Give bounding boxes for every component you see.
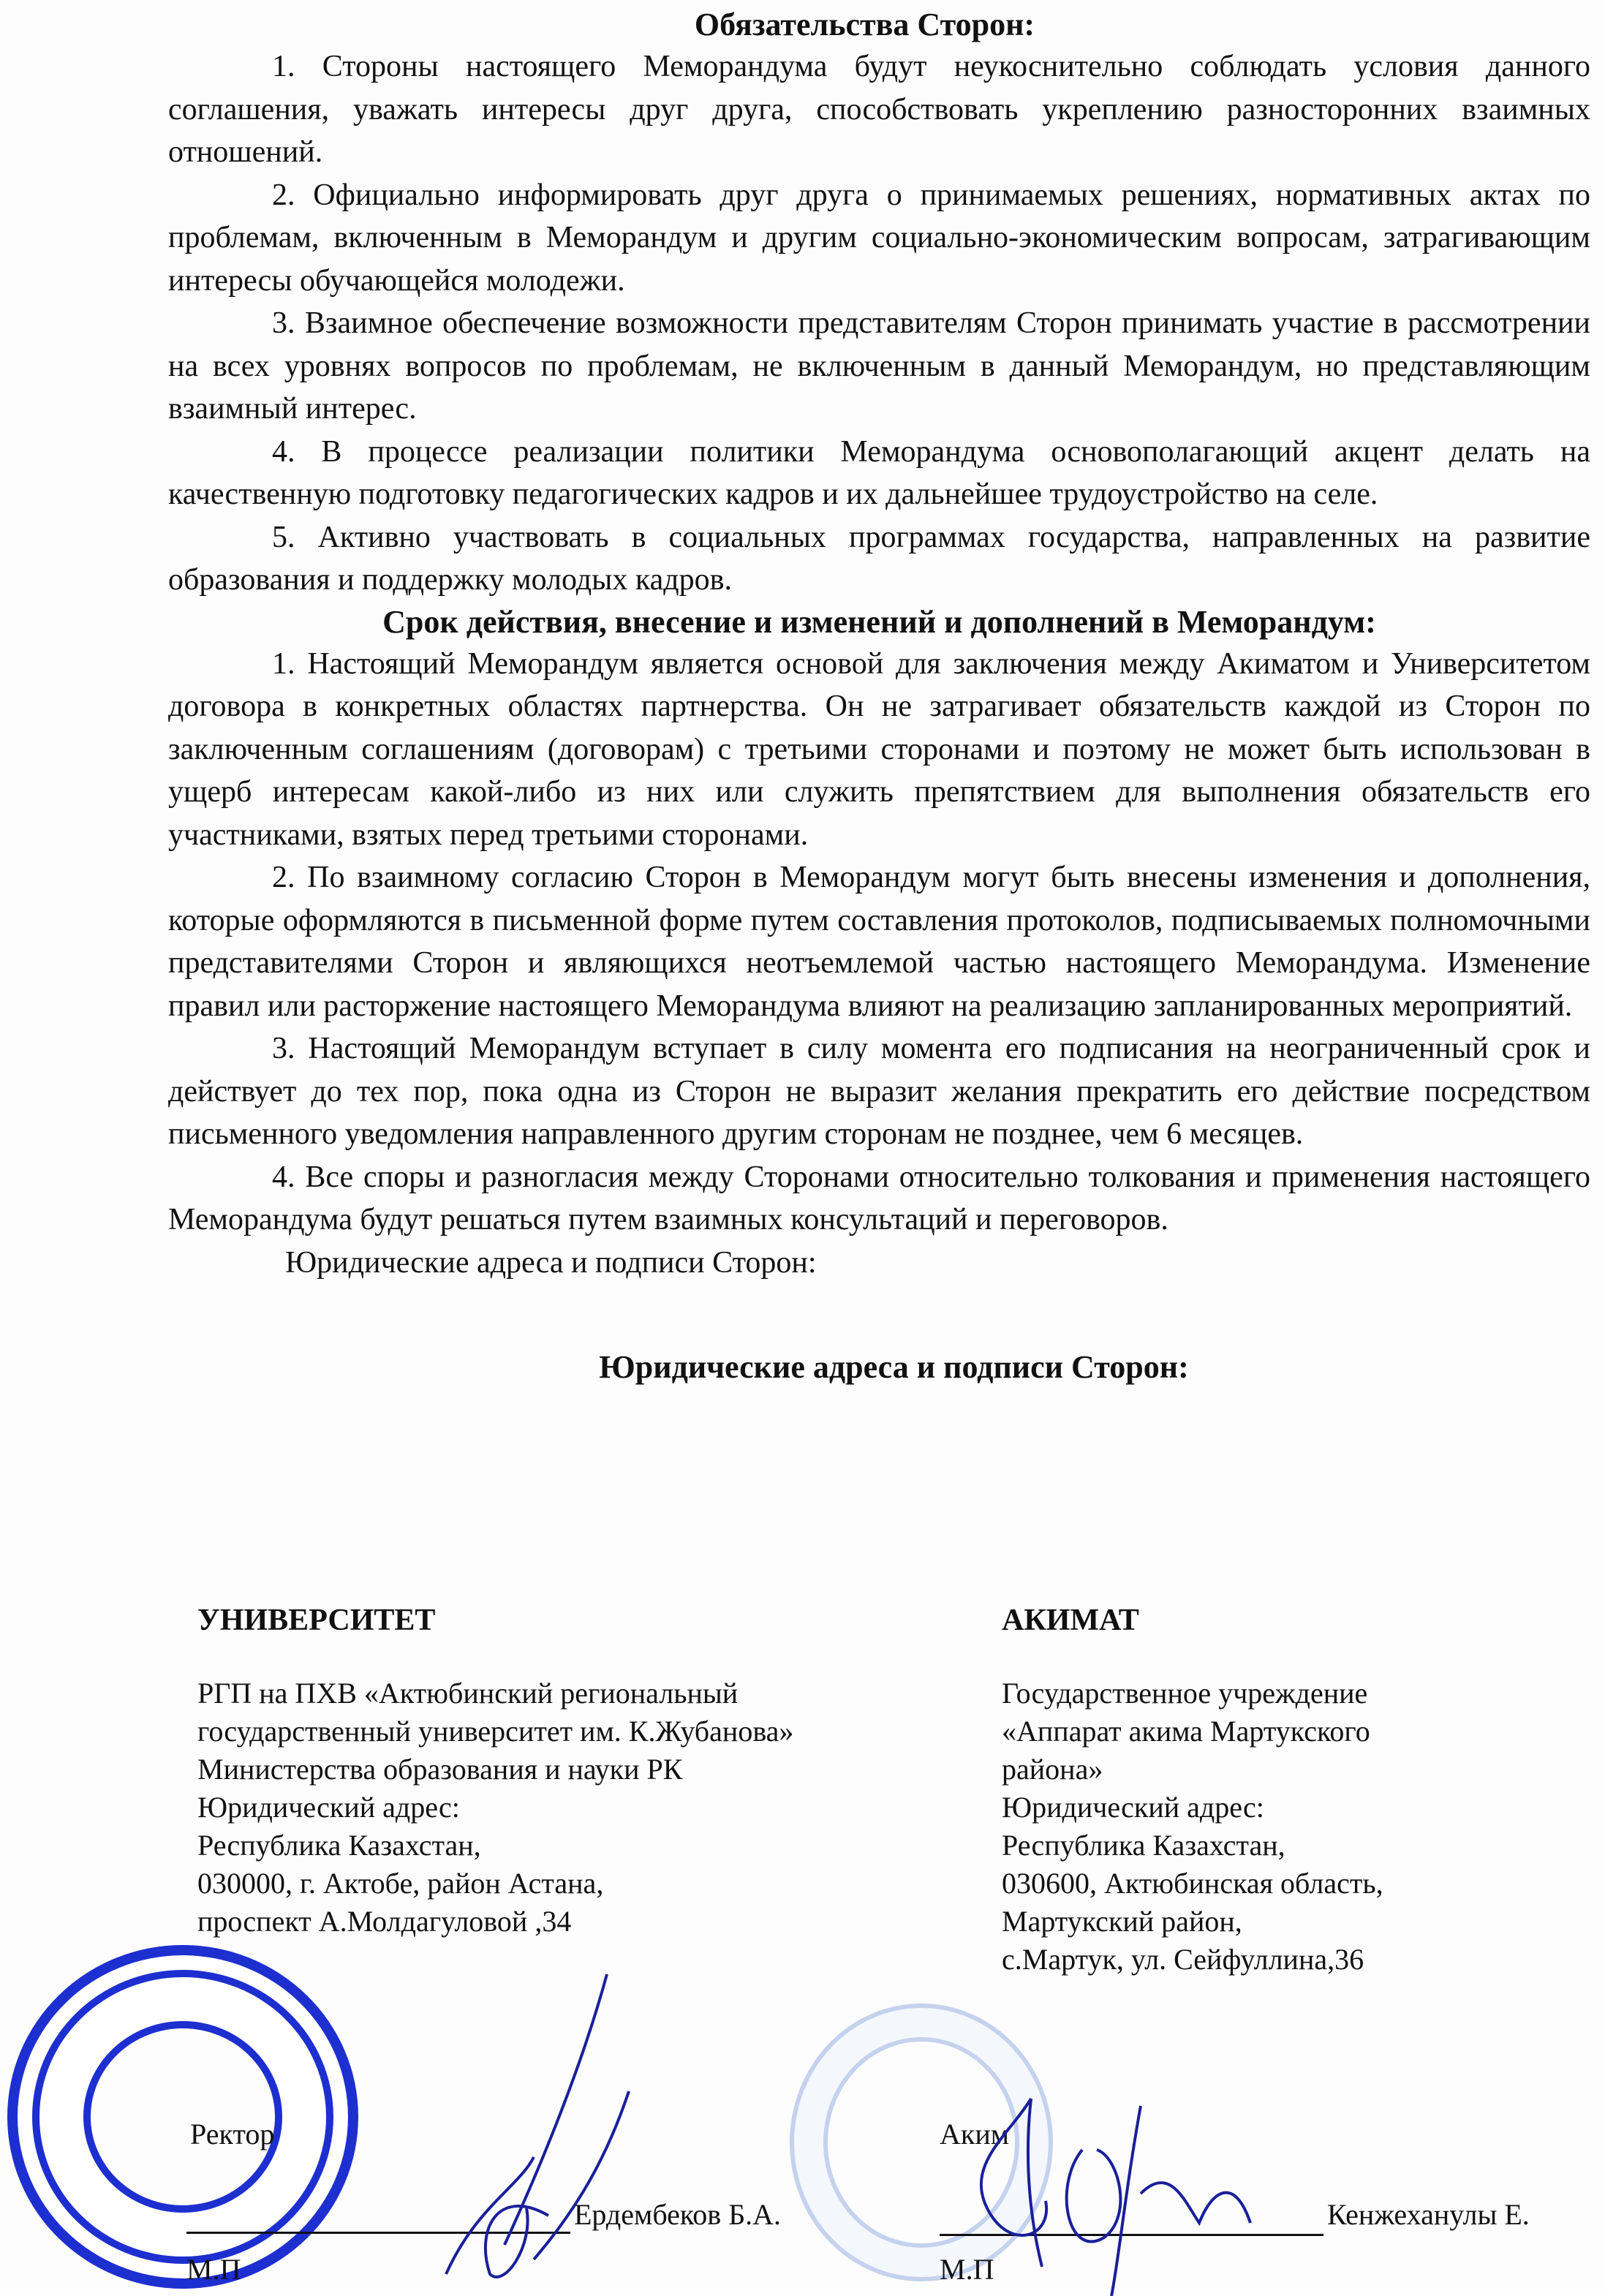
- address-line: РГП на ПХВ «Актюбинский региональный: [197, 1677, 739, 1710]
- address-line: 030000, г. Актобе, район Астана,: [197, 1867, 604, 1900]
- address-line: Министерства образования и науки РК: [197, 1753, 683, 1786]
- term-item: 2. По взаимному согласию Сторон в Меморандум могут быть внесены изменения и дополнения, которые оформляются в письменной форме путем составления протоколов, подписываемых полномочными представителями Сторон и являющихся неотъемлемой частью настоящего Меморандума. Изменение правил или расторжение настоящего Меморандума влияют на реализацию запланированных мероприятий.: [168, 861, 1590, 1023]
- obligation-item: 2. Официально информировать друг друга о принимаемых решениях, нормативных актах по проблемам, включенным в Меморандум и другим социально-экономическим вопросам, затрагивающим интересы обучающейся молодежи.: [168, 178, 1590, 298]
- university-signer: Ердембеков Б.А.: [574, 2198, 782, 2231]
- university-signature-icon: [366, 1967, 673, 2289]
- address-line: «Аппарат акима Мартукского: [1002, 1715, 1370, 1748]
- university-title: УНИВЕРСИТЕТ: [197, 1604, 436, 1637]
- akimat-position: Аким: [940, 2118, 1010, 2150]
- akimat-column: [1002, 1601, 1587, 1979]
- term-item: 3. Настоящий Меморандум вступает в силу момента его подписания на неограниченный срок и действует до тех пор, пока одна из Сторон не выразит желания прекратить его действие посредством письменного уведомления направленного другим сторонам не позднее, чем 6 месяцев.: [168, 1032, 1590, 1151]
- address-line: Мартукский район,: [1002, 1905, 1242, 1938]
- university-position: Ректор: [190, 2118, 275, 2150]
- address-line: государственный университет им. К.Жубанова»: [197, 1715, 794, 1748]
- university-stamp-icon: [7, 1945, 358, 2289]
- address-line: района»: [1002, 1753, 1103, 1786]
- legal-heading: Юридические адреса и подписи Сторон:: [599, 1349, 1189, 1385]
- address-line: с.Мартук, ул. Сейфуллина,36: [1002, 1943, 1364, 1976]
- akimat-signer: Кенжеханулы Е.: [1327, 2198, 1530, 2231]
- address-line: 030600, Актюбинская область,: [1002, 1867, 1383, 1900]
- obligation-item: 4. В процессе реализации политики Меморандума основополагающий акцент делать на качественную подготовку педагогических кадров и их дальнейшее трудоустройство на селе.: [168, 434, 1590, 511]
- term-item: 1. Настоящий Меморандум является основой для заключения между Акиматом и Университетом договора в конкретных областях партнерства. Он не затрагивает обязательств каждой из Сторон по заключенным соглашениям (договорам) с третьими сторонами и поэтому не может быть использован в ущерб интересам какой-либо из них или служить препятствием для выполнения обязательств его участниками, взятых перед третьими сторонами.: [168, 646, 1590, 852]
- obligations-heading: Обязательства Сторон:: [694, 7, 1035, 42]
- address-line: Республика Казахстан,: [1002, 1829, 1285, 1862]
- address-line: Государственное учреждение: [1002, 1677, 1368, 1710]
- akimat-seal-label: М.П: [940, 2253, 994, 2286]
- obligation-item: 3. Взаимное обеспечение возможности представителям Сторон принимать участие в рассмотрении на всех уровнях вопросов по проблемам, не включенным в данный Меморандум, но представляющим взаимный интерес.: [168, 306, 1590, 426]
- document-page: [168, 0, 1590, 1388]
- akimat-title: АКИМАТ: [1002, 1604, 1139, 1637]
- obligation-item: 5. Активно участвовать в социальных программах государства, направленных на развитие образования и поддержку молодых кадров.: [168, 520, 1590, 597]
- term-heading: Срок действия, внесение и изменений и дополнений в Меморандум:: [382, 603, 1376, 640]
- akimat-signature-icon: [921, 2077, 1302, 2296]
- obligation-item: 1. Стороны настоящего Меморандума будут неукоснительно соблюдать условия данного соглашения, уважать интересы друг друга, способствовать укреплению разносторонних взаимных отношений.: [168, 50, 1590, 169]
- university-column: [197, 1601, 929, 1941]
- address-line: Юридический адрес:: [197, 1791, 460, 1824]
- address-line: Юридический адрес:: [1002, 1791, 1264, 1824]
- address-line: Республика Казахстан,: [197, 1829, 481, 1862]
- term-item: 4. Все споры и разногласия между Сторонами относительно толкования и применения настоящего Меморандума будут решаться путем взаимных консультаций и переговоров.: [168, 1160, 1590, 1236]
- university-seal-label: М.П: [186, 2253, 241, 2286]
- address-line: проспект А.Молдагуловой ,34: [197, 1905, 572, 1938]
- term-trailing-line: Юридические адреса и подписи Сторон:: [285, 1245, 817, 1280]
